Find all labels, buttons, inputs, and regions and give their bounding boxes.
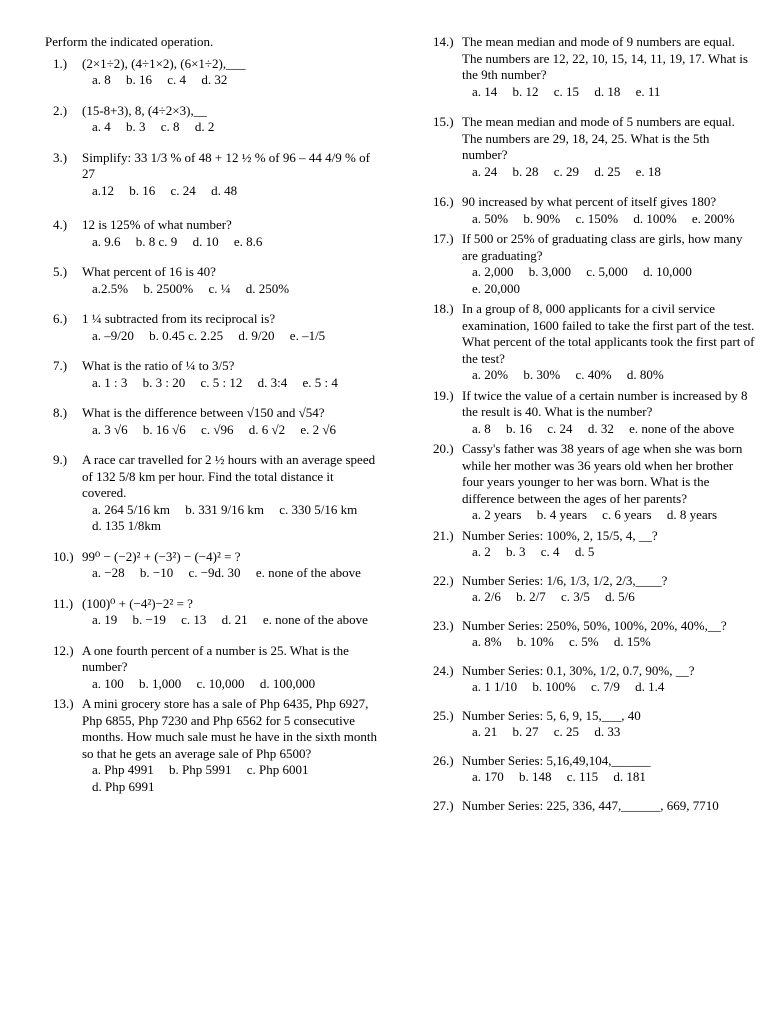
answer-option: a. 8	[92, 72, 111, 87]
answer-options	[462, 589, 755, 606]
answer-options	[82, 422, 380, 439]
answer-option: b. 16	[129, 182, 156, 198]
answer-option: c. 4	[167, 72, 187, 87]
question-text: In a group of 8, 000 applicants for a civil service examination, 1600 failed to take the first part of the test. What percent of the total applicants took the first part of the test?	[462, 301, 755, 366]
answer-option: e. 2 √6	[300, 421, 336, 437]
question-text: What percent of 16 is 40?	[82, 264, 216, 279]
answer-option: c. 4	[540, 544, 560, 559]
answer-option: b. 3,000	[528, 264, 572, 279]
answer-option: e. 8.6	[233, 233, 263, 249]
question-text: If 500 or 25% of graduating class are girls, how many are graduating?	[462, 231, 743, 263]
answer-option: a. Php 4991	[92, 762, 154, 777]
instructions-heading: Perform the indicated operation.	[45, 34, 214, 49]
answer-option: c. ¼	[208, 280, 231, 296]
question-item	[425, 114, 755, 180]
answer-option: a.2.5%	[92, 280, 129, 296]
question-number: 5.)	[53, 264, 68, 279]
question-item	[425, 388, 755, 438]
answer-option: d. 21	[221, 612, 248, 627]
question-number: 21.)	[433, 527, 454, 543]
question-text: (100)⁰ + (−4²)−2² = ?	[82, 595, 193, 611]
answer-option: d. 250%	[245, 280, 290, 296]
answer-option: a. 1 1/10	[472, 679, 518, 694]
answer-option: a. 2,000	[472, 264, 514, 279]
question-number: 26.)	[433, 752, 454, 768]
answer-option: b. 30%	[523, 367, 561, 382]
answer-options	[462, 544, 755, 561]
question-number: 22.)	[433, 572, 454, 588]
question-text: A mini grocery store has a sale of Php 6435, Php 6927, Php 6855, Php 7230 and Php 6562 for 5 consecutive months. How much sale must he have in the sixth month so that he gets an average sale of Php 6500?	[82, 696, 377, 761]
answer-option: c. 5,000	[586, 264, 628, 279]
question-item	[45, 643, 380, 693]
answer-option: a. 21	[472, 724, 498, 739]
left-column	[45, 34, 380, 807]
question-number: 7.)	[53, 358, 68, 373]
question-item	[45, 150, 380, 200]
answer-option: b. 28	[512, 163, 539, 179]
answer-option: c. 5%	[568, 634, 599, 649]
answer-options	[462, 634, 755, 651]
answer-option: a. 264 5/16 km	[92, 501, 170, 517]
question-item	[45, 56, 380, 89]
answer-option: c. 24	[170, 182, 196, 198]
question-item	[425, 301, 755, 384]
question-number: 23.)	[433, 617, 454, 633]
question-number: 1.)	[53, 55, 68, 71]
question-text: 12 is 125% of what number?	[82, 217, 232, 232]
answer-option: c. 15	[553, 83, 580, 99]
question-number: 8.)	[53, 405, 68, 420]
question-text: 99⁰ − (−2)² + (−3²) − (−4)² = ?	[82, 548, 241, 564]
answer-option: c. √96	[201, 421, 234, 437]
question-item	[45, 264, 380, 297]
answer-option: e. 200%	[691, 210, 735, 226]
answer-options	[82, 565, 380, 582]
answer-option: d. 100%	[633, 210, 677, 226]
question-number: 15.)	[433, 114, 454, 129]
answer-option: b. 27	[512, 724, 539, 739]
answer-option: b. 2500%	[143, 280, 194, 296]
question-number: 27.)	[433, 797, 454, 813]
question-number: 12.)	[53, 642, 74, 658]
answer-option: a. 8%	[472, 634, 502, 649]
question-item	[425, 663, 755, 696]
answer-option: b. Php 5991	[169, 762, 232, 777]
answer-option: d. 9/20	[238, 327, 275, 343]
answer-option: e. 11	[635, 83, 661, 99]
question-text: 90 increased by what percent of itself gives 180?	[462, 194, 717, 209]
question-item	[45, 311, 380, 344]
question-item	[425, 528, 755, 561]
answer-option: e. none of the above	[262, 612, 368, 627]
answer-option: a. 2 years	[472, 507, 522, 522]
answer-option: e. 5 : 4	[302, 374, 338, 390]
question-text: A one fourth percent of a number is 25. What is the number?	[82, 642, 349, 674]
question-number: 18.)	[433, 301, 454, 316]
answer-option: d. 32	[201, 72, 228, 87]
answer-options	[82, 328, 380, 345]
question-text: Number Series: 1/6, 1/3, 1/2, 2/3,____?	[462, 572, 668, 588]
answer-options	[462, 211, 755, 228]
answer-options	[462, 367, 755, 384]
answer-option: c. 6 years	[602, 507, 652, 522]
answer-option: b. 3	[506, 544, 526, 559]
answer-options	[82, 375, 380, 392]
answer-option: e. 20,000	[472, 280, 521, 296]
answer-option: b. 90%	[523, 210, 561, 226]
answer-option: e. 18	[635, 163, 661, 179]
question-number: 10.)	[53, 548, 74, 564]
answer-option: d. 10	[192, 233, 219, 249]
question-number: 19.)	[433, 387, 454, 403]
answer-option: d. 33	[594, 724, 621, 739]
question-item	[45, 696, 380, 795]
answer-option: d. 6 √2	[248, 421, 286, 437]
question-item	[425, 34, 755, 100]
question-item	[425, 618, 755, 651]
question-item	[425, 441, 755, 524]
answer-option: c. 10,000	[196, 675, 245, 691]
answer-option: d. 5/6	[605, 589, 635, 604]
answer-option: b. 0.45 c. 2.25	[149, 327, 224, 343]
right-column	[425, 34, 755, 826]
answer-option: d. 10,000	[643, 264, 692, 279]
answer-option: b. 2/7	[516, 589, 546, 604]
answer-options	[82, 502, 380, 535]
answer-option: b. 100%	[532, 679, 576, 694]
answer-option: a. 24	[472, 163, 498, 179]
question-text: What is the difference between √150 and √54?	[82, 405, 325, 420]
answer-option: c. 24	[547, 420, 573, 436]
answer-option: b. 3 : 20	[142, 374, 186, 390]
answer-options	[462, 679, 755, 696]
answer-option: d. 48	[211, 182, 238, 198]
answer-options	[462, 507, 755, 524]
question-text: Simplify: 33 1/3 % of 48 + 12 ½ % of 96 – 44 4/9 % of 27	[82, 149, 370, 181]
question-item	[45, 405, 380, 438]
question-item	[425, 573, 755, 606]
question-number: 3.)	[53, 149, 68, 165]
question-text: Number Series: 100%, 2, 15/5, 4, __?	[462, 527, 658, 543]
question-text: A race car travelled for 2 ½ hours with an average speed of 132 5/8 km per hour. Find the total distance it covered.	[82, 452, 376, 500]
answer-options	[82, 183, 380, 200]
answer-option: c. −9d. 30	[188, 565, 241, 580]
question-number: 14.)	[433, 34, 454, 49]
answer-option: a. 14	[472, 83, 498, 99]
answer-option: d. 18	[594, 83, 621, 99]
answer-option: d. 25	[594, 163, 621, 179]
answer-option: e. none of the above	[629, 420, 735, 436]
answer-option: d. 32	[587, 420, 614, 436]
question-number: 16.)	[433, 194, 454, 209]
answer-option: b. 16 √6	[142, 421, 186, 437]
answer-option: b. 4 years	[536, 507, 587, 522]
answer-option: d. 15%	[613, 634, 651, 649]
answer-option: b. 16	[506, 420, 533, 436]
answer-options	[82, 281, 380, 298]
answer-option: b. 1,000	[139, 675, 182, 691]
answer-option: a. 4	[92, 119, 111, 134]
answer-option: a. 9.6	[92, 233, 121, 249]
answer-options	[462, 769, 755, 786]
question-item	[45, 596, 380, 629]
question-text: What is the ratio of ¼ to 3/5?	[82, 358, 235, 373]
question-text: (2×1÷2), (4÷1×2), (6×1÷2),___	[82, 55, 246, 71]
answer-option: c. 8	[160, 119, 180, 134]
answer-option: b. 3	[126, 119, 146, 134]
answer-options	[462, 724, 755, 741]
answer-option: c. 330 5/16 km	[279, 501, 358, 517]
question-number: 2.)	[53, 102, 68, 118]
question-number: 4.)	[53, 217, 68, 232]
question-number: 25.)	[433, 707, 454, 723]
question-number: 24.)	[433, 662, 454, 678]
question-number: 13.)	[53, 696, 74, 711]
answer-option: b. 331 9/16 km	[185, 501, 264, 517]
answer-options	[82, 119, 380, 136]
question-item	[425, 753, 755, 786]
answer-option: a. 100	[92, 675, 124, 691]
question-number: 20.)	[433, 441, 454, 456]
answer-option: d. 100,000	[259, 675, 316, 691]
question-item	[45, 452, 380, 535]
answer-option: b. 12	[512, 83, 539, 99]
answer-option: b. −19	[132, 612, 166, 627]
question-text: Number Series: 0.1, 30%, 1/2, 0.7, 90%, __?	[462, 662, 695, 678]
question-text: Cassy's father was 38 years of age when she was born while her mother was 36 years old when her brother four years younger to her was born. What is the difference between the ages of her parents?	[462, 441, 743, 506]
question-text: (15-8+3), 8, (4÷2×3),__	[82, 102, 207, 118]
question-item	[425, 231, 755, 297]
answer-option: d. 135 1/8km	[92, 518, 161, 533]
question-item	[45, 103, 380, 136]
question-text: Number Series: 5, 6, 9, 15,___, 40	[462, 707, 641, 723]
answer-option: c. 5 : 12	[200, 374, 243, 390]
answer-option: a. 19	[92, 612, 118, 627]
question-item	[425, 708, 755, 741]
answer-options	[82, 676, 380, 693]
answer-option: a. 1 : 3	[92, 374, 128, 390]
answer-option: d. 1.4	[635, 679, 665, 694]
question-text: The mean median and mode of 9 numbers are equal. The numbers are 12, 22, 10, 15, 14, 11, 19, 17. What is the 9th number?	[462, 34, 748, 82]
question-text: 1 ¼ subtracted from its reciprocal is?	[82, 311, 276, 326]
answer-option: b. 148	[519, 769, 552, 784]
answer-option: b. 8 c. 9	[135, 233, 178, 249]
answer-option: e. –1/5	[289, 327, 326, 343]
answer-option: a. 8	[472, 420, 491, 436]
answer-options	[82, 72, 380, 89]
answer-option: c. 29	[553, 163, 580, 179]
answer-option: c. Php 6001	[246, 762, 309, 777]
answer-options	[462, 84, 755, 101]
answer-option: c. 3/5	[561, 589, 590, 604]
question-text: Number Series: 5,16,49,104,______	[462, 752, 651, 768]
question-item	[425, 194, 755, 227]
answer-options	[82, 762, 380, 795]
answer-options	[82, 612, 380, 629]
answer-option: e. none of the above	[255, 565, 361, 580]
answer-options	[82, 234, 380, 251]
question-item	[425, 798, 755, 815]
question-text: If twice the value of a certain number is increased by 8 the result is 40. What is the number?	[462, 387, 748, 419]
question-item	[45, 358, 380, 391]
answer-option: d. 5	[574, 544, 595, 559]
question-number: 17.)	[433, 231, 454, 246]
answer-option: a. 2/6	[472, 589, 501, 604]
question-item	[45, 549, 380, 582]
answer-option: b. −10	[139, 565, 174, 580]
question-text: Number Series: 225, 336, 447,______, 669, 7710	[462, 797, 719, 813]
answer-option: c. 13	[181, 612, 207, 627]
answer-option: a. 2	[472, 544, 491, 559]
answer-option: a. 50%	[472, 210, 509, 226]
answer-option: a. –9/20	[92, 327, 134, 343]
answer-option: b. 16	[126, 72, 153, 87]
answer-option: d. 8 years	[666, 507, 718, 522]
answer-option: d. 181	[613, 769, 646, 784]
question-text: Number Series: 250%, 50%, 100%, 20%, 40%,__?	[462, 617, 727, 633]
answer-option: a. −28	[92, 565, 125, 580]
question-number: 6.)	[53, 311, 68, 326]
answer-option: d. 3:4	[257, 374, 288, 390]
answer-option: d. 2	[194, 119, 215, 134]
question-number: 11.)	[53, 595, 74, 611]
question-text: The mean median and mode of 5 numbers are equal. The numbers are 29, 18, 24, 25. What is the 5th number?	[462, 114, 735, 162]
question-number: 9.)	[53, 452, 68, 467]
answer-options	[462, 164, 755, 181]
answer-options	[462, 264, 755, 297]
answer-option: c. 150%	[575, 210, 619, 226]
answer-option: c. 7/9	[590, 679, 620, 694]
question-item	[45, 217, 380, 250]
answer-option: b. 10%	[516, 634, 554, 649]
answer-option: d. Php 6991	[92, 778, 155, 794]
answer-option: d. 80%	[626, 367, 664, 382]
answer-options	[462, 421, 755, 438]
answer-option: a. 170	[472, 769, 504, 784]
answer-option: c. 25	[553, 724, 580, 739]
answer-option: a. 20%	[472, 367, 509, 382]
answer-option: a. 3 √6	[92, 421, 128, 437]
answer-option: c. 115	[566, 769, 599, 784]
answer-option: c. 40%	[575, 367, 612, 382]
answer-option: a.12	[92, 182, 115, 198]
